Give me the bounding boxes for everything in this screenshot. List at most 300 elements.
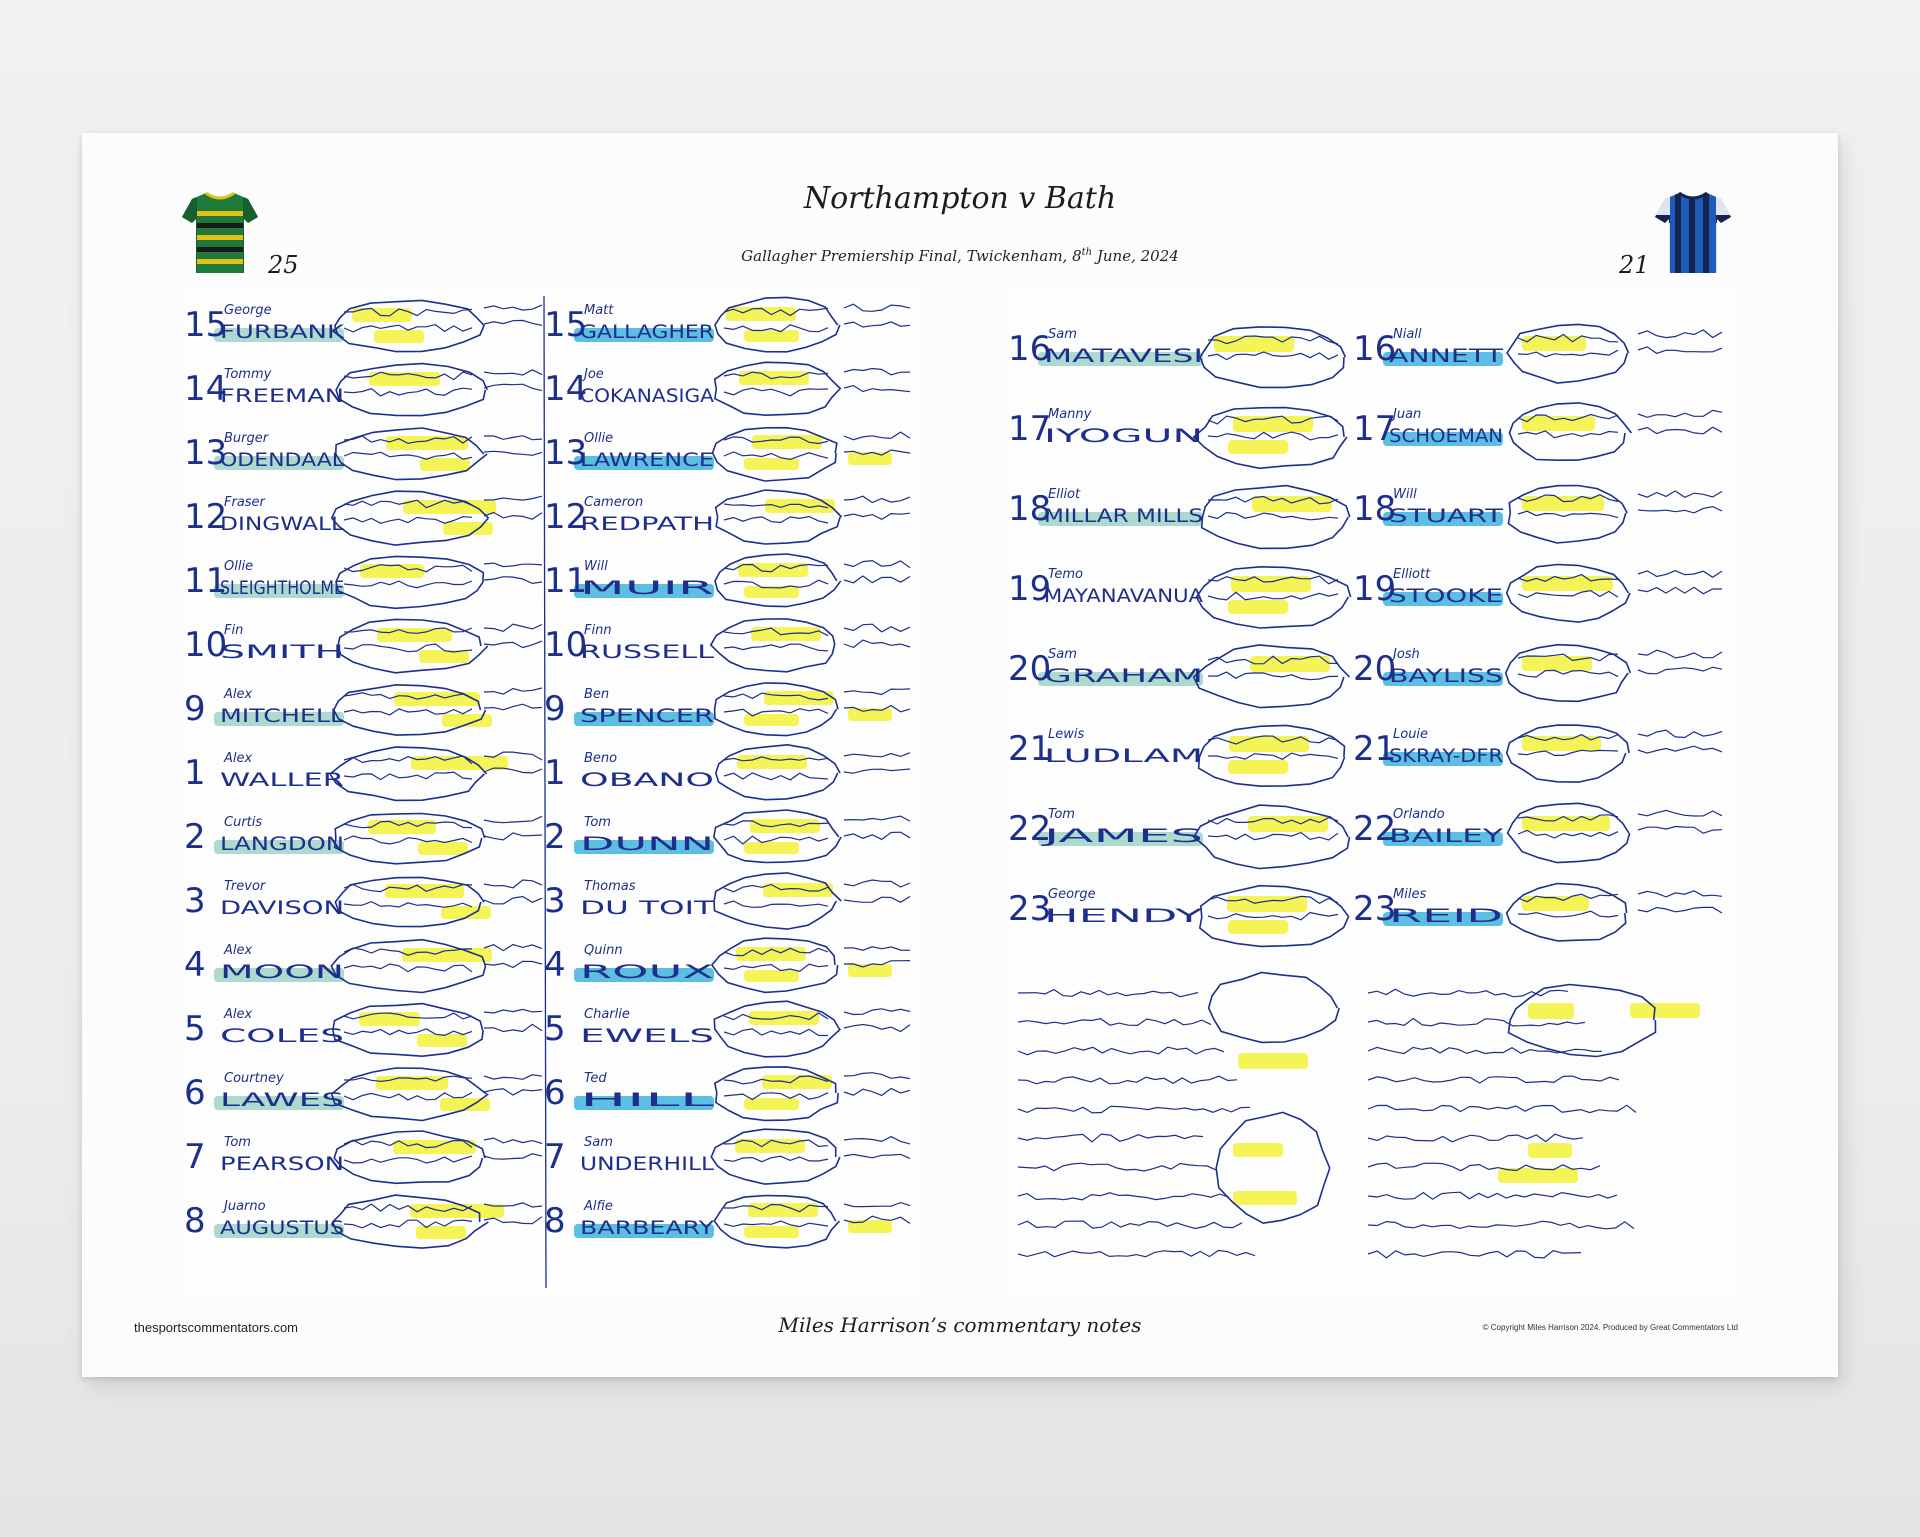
scribble-line — [844, 496, 910, 502]
scribble-line — [724, 773, 828, 780]
player-surname: LUDLAM — [1044, 745, 1203, 767]
scribble-line — [1018, 1221, 1242, 1228]
highlighter-mark — [1233, 1191, 1297, 1205]
scribble-line — [484, 688, 542, 694]
website-credit: thesportscommentators.com — [134, 1320, 299, 1335]
scribble-line — [344, 902, 472, 908]
player-first-name: Charlie — [584, 1007, 630, 1022]
scribble-line — [844, 1073, 910, 1079]
highlighter-mark — [1522, 416, 1595, 431]
handwritten-notes-right — [1008, 288, 1738, 1293]
note-bubble — [334, 1131, 485, 1183]
player-number: 14 — [544, 369, 588, 409]
player-number: 7 — [184, 1137, 206, 1177]
scribble-line — [484, 320, 542, 325]
player-number: 2 — [184, 817, 206, 857]
player-surname: RUSSELL — [580, 641, 715, 663]
player-surname: MUIR — [580, 577, 714, 599]
scribble-line — [484, 1075, 542, 1080]
scribble-line — [344, 709, 472, 715]
player-surname: BAILEY — [1389, 825, 1504, 847]
scribble-line — [1208, 833, 1338, 841]
note-bubble — [714, 1001, 840, 1057]
highlighter-mark — [1528, 1143, 1572, 1158]
scribble-line — [1018, 990, 1198, 997]
note-bubble — [333, 1004, 483, 1057]
highlighter-mark — [1630, 1003, 1700, 1018]
match-subtitle: Gallagher Premiership Final, Twickenham, 8th June, 2024 — [741, 247, 1179, 265]
note-bubble — [332, 1068, 489, 1121]
scribble-line — [1368, 1076, 1619, 1083]
player-first-name: Temo — [1048, 567, 1083, 582]
scribble-line — [844, 624, 910, 632]
scribble-line — [1638, 827, 1722, 834]
scribble-line — [344, 581, 472, 588]
scribble-line — [1368, 1105, 1636, 1112]
scribble-line — [1638, 891, 1722, 897]
note-bubble — [716, 490, 842, 544]
player-number: 22 — [1008, 809, 1052, 849]
player-number: 10 — [184, 625, 228, 665]
player-number: 16 — [1353, 329, 1397, 369]
scribble-line — [844, 947, 910, 951]
highlighter-mark — [1228, 440, 1288, 454]
player-first-name: Will — [584, 559, 608, 574]
scribble-line — [724, 388, 828, 396]
scribble-line — [484, 880, 542, 888]
player-first-name: Thomas — [584, 879, 636, 894]
scribble-line — [844, 369, 910, 375]
player-surname: COLES — [220, 1025, 344, 1047]
player-number: 12 — [544, 497, 588, 537]
player-surname: GRAHAM — [1044, 665, 1203, 687]
note-bubble — [712, 938, 838, 992]
player-first-name: Sam — [584, 1135, 613, 1150]
scribble-line — [484, 1089, 542, 1095]
player-number: 21 — [1008, 729, 1052, 769]
player-first-name: Tom — [224, 1135, 251, 1150]
player-first-name: George — [1048, 887, 1096, 902]
player-number: 12 — [184, 497, 228, 537]
highlighter-mark — [394, 692, 480, 706]
highlighter-mark — [1238, 1053, 1308, 1069]
scribble-line — [484, 961, 542, 967]
player-surname: SCHOEMAN — [1389, 425, 1503, 447]
scribble-line — [844, 576, 910, 583]
highlighter-mark — [419, 650, 469, 663]
scribble-line — [484, 1217, 542, 1224]
player-first-name: Manny — [1048, 407, 1092, 422]
player-surname: JAMES — [1041, 825, 1203, 847]
highlighter-mark — [750, 819, 820, 833]
scribble-line — [1208, 352, 1338, 360]
highlighter-mark — [1233, 416, 1313, 432]
player-number: 22 — [1353, 809, 1397, 849]
player-number: 2 — [544, 817, 566, 857]
scribble-line — [844, 1154, 910, 1158]
scribble-line — [844, 513, 910, 519]
scribble-line — [484, 451, 542, 455]
player-number: 18 — [1353, 489, 1397, 529]
highlighter-mark — [744, 970, 799, 982]
note-bubble — [716, 745, 840, 800]
player-number: 23 — [1353, 889, 1397, 929]
highlighter-mark — [417, 1034, 467, 1047]
player-surname: SLEIGHTHOLME — [220, 577, 344, 599]
scribble-line — [1638, 427, 1722, 434]
highlighter-mark — [359, 1012, 420, 1026]
player-number: 7 — [544, 1137, 566, 1177]
scribble-line — [1018, 1163, 1216, 1171]
player-first-name: Miles — [1393, 887, 1427, 902]
player-surname: AUGUSTUS — [220, 1217, 344, 1239]
player-number: 14 — [184, 369, 228, 409]
scribble-line — [1208, 672, 1338, 680]
player-surname: DU TOIT — [580, 897, 715, 919]
highlighter-mark — [744, 1226, 799, 1238]
highlighter-mark — [1228, 760, 1288, 774]
player-first-name: Ollie — [224, 559, 254, 574]
highlighter-mark — [420, 458, 470, 471]
player-first-name: Fin — [224, 623, 244, 638]
player-first-name: Lewis — [1048, 727, 1085, 742]
player-first-name: Joe — [584, 367, 604, 382]
player-number: 17 — [1008, 409, 1052, 449]
scribble-line — [484, 577, 542, 584]
scribble-line — [844, 832, 910, 839]
poster-sheet — [82, 133, 1838, 1377]
player-surname: SMITH — [220, 641, 344, 663]
home-score: 25 — [268, 251, 299, 279]
scribble-line — [1368, 1134, 1583, 1142]
player-surname: MATAVESI — [1044, 345, 1203, 367]
scribble-line — [1018, 1106, 1250, 1113]
scribble-line — [1208, 513, 1338, 520]
scribble-line — [844, 816, 910, 821]
highlighter-mark — [1228, 600, 1288, 614]
player-number: 10 — [544, 625, 588, 665]
player-first-name: Quinn — [584, 943, 623, 958]
scribble-line — [1368, 1019, 1585, 1026]
scribble-line — [724, 1029, 828, 1036]
player-number: 23 — [1008, 889, 1052, 929]
note-bubble — [333, 1195, 489, 1248]
scribble-line — [1018, 1134, 1203, 1142]
player-surname: SKRAY-DFR — [1389, 745, 1503, 767]
player-first-name: Alfie — [584, 1199, 613, 1214]
player-number: 19 — [1353, 569, 1397, 609]
player-surname: WALLER — [220, 769, 344, 791]
scribble-line — [724, 1221, 828, 1227]
player-number: 16 — [1008, 329, 1052, 369]
scribble-line — [1638, 667, 1722, 674]
player-number: 8 — [544, 1201, 566, 1241]
highlighter-mark — [848, 964, 892, 977]
scribble-line — [724, 644, 828, 651]
player-surname: ROUX — [580, 961, 714, 983]
player-surname: DINGWALL — [220, 513, 345, 535]
note-bubble — [1209, 973, 1340, 1043]
scribble-line — [1208, 432, 1338, 440]
note-bubble — [336, 364, 487, 416]
scribble-line — [1638, 571, 1722, 578]
player-first-name: Curtis — [224, 815, 263, 830]
scribble-line — [484, 945, 542, 951]
away-score: 21 — [1619, 251, 1650, 279]
scribble-line — [1018, 1250, 1255, 1256]
scribble-line — [484, 496, 542, 500]
player-surname: PEARSON — [220, 1153, 344, 1175]
highlighter-mark — [1528, 1003, 1574, 1019]
scribble-line — [484, 897, 542, 904]
scribble-line — [844, 386, 910, 392]
player-first-name: Niall — [1393, 327, 1422, 342]
note-bubble — [1508, 486, 1627, 544]
scribble-line — [1518, 750, 1618, 755]
player-first-name: Will — [1393, 487, 1417, 502]
player-surname: BAYLISS — [1389, 665, 1503, 687]
scribble-line — [1638, 907, 1722, 913]
scribble-line — [484, 624, 542, 631]
note-bubble — [336, 428, 487, 480]
player-first-name: Louie — [1393, 727, 1429, 742]
player-surname: DUNN — [580, 833, 714, 855]
scribble-line — [1638, 730, 1722, 737]
player-number: 4 — [184, 945, 206, 985]
player-number: 18 — [1008, 489, 1052, 529]
player-first-name: Ollie — [584, 431, 614, 446]
scribble-line — [484, 384, 542, 390]
scribble-line — [1368, 1251, 1581, 1258]
player-surname: HILL — [580, 1089, 716, 1111]
player-first-name: Ted — [584, 1071, 607, 1086]
scribble-line — [844, 880, 910, 887]
player-surname: OBANO — [580, 769, 714, 791]
player-number: 6 — [184, 1073, 206, 1113]
player-surname: REID — [1389, 905, 1503, 927]
scribble-line — [844, 1137, 910, 1144]
highlighter-mark — [1248, 816, 1328, 832]
scribble-line — [1518, 350, 1618, 357]
scribble-line — [484, 436, 542, 440]
player-first-name: Tommy — [224, 367, 272, 382]
scribble-line — [844, 769, 910, 773]
note-bubble — [1509, 985, 1656, 1057]
player-surname: MITCHELL — [220, 705, 345, 727]
scribble-line — [484, 1024, 542, 1031]
player-first-name: Orlando — [1393, 807, 1445, 822]
highlighter-mark — [1522, 656, 1592, 671]
player-surname: EWELS — [580, 1025, 714, 1047]
scribble-line — [1368, 1192, 1617, 1199]
scribble-line — [484, 563, 542, 567]
notes-page-right — [1008, 288, 1738, 1293]
scribble-line — [344, 1156, 472, 1163]
player-first-name: Alex — [224, 1007, 253, 1022]
scribble-line — [484, 370, 542, 375]
note-bubble — [715, 554, 841, 607]
scribble-line — [844, 753, 910, 757]
player-surname: BARBEARY — [580, 1217, 715, 1239]
player-number: 19 — [1008, 569, 1052, 609]
scribble-line — [1638, 491, 1722, 497]
poster-title: Northampton v Bath — [803, 181, 1117, 216]
scribble-line — [484, 1138, 542, 1143]
highlighter-mark — [744, 330, 799, 342]
player-number: 15 — [544, 305, 588, 345]
scribble-line — [1368, 1047, 1602, 1053]
player-first-name: George — [224, 303, 272, 318]
player-first-name: Elliott — [1393, 567, 1431, 582]
scribble-line — [1208, 592, 1338, 600]
scribble-line — [1018, 1047, 1224, 1055]
player-first-name: Sam — [1048, 647, 1077, 662]
scribble-line — [344, 964, 472, 972]
scribble-line — [1638, 330, 1722, 338]
player-first-name: Beno — [584, 751, 618, 766]
player-first-name: Alex — [224, 751, 253, 766]
highlighter-mark — [848, 452, 892, 465]
player-number: 1 — [544, 753, 566, 793]
scribble-line — [844, 1009, 910, 1015]
note-bubble — [715, 297, 840, 351]
note-bubble — [1507, 884, 1627, 941]
scribble-line — [1518, 511, 1618, 517]
scribble-line — [844, 322, 910, 327]
scribble-line — [484, 1154, 542, 1159]
player-surname: STOOKE — [1389, 585, 1503, 607]
scribble-line — [484, 768, 542, 773]
player-first-name: Alex — [224, 943, 253, 958]
player-number: 20 — [1008, 649, 1052, 689]
player-first-name: Trevor — [224, 879, 266, 894]
scribble-line — [844, 1088, 910, 1095]
scribble-line — [844, 640, 910, 648]
player-first-name: Fraser — [224, 495, 265, 510]
player-number: 3 — [184, 881, 206, 921]
highlighter-mark — [744, 842, 799, 854]
player-surname: MILLAR MILLS — [1044, 505, 1203, 527]
highlighter-mark — [416, 1226, 466, 1239]
copyright-notice: © Copyright Miles Harrison 2024. Produced by Great Commentators Ltd — [1482, 1323, 1738, 1332]
player-number: 9 — [544, 689, 566, 729]
scribble-line — [844, 1203, 910, 1207]
scribble-line — [1518, 670, 1618, 677]
scribble-line — [1638, 810, 1722, 816]
player-first-name: Cameron — [584, 495, 644, 510]
scribble-line — [484, 704, 542, 710]
scribble-line — [1638, 347, 1722, 354]
highlighter-mark — [752, 435, 822, 449]
player-surname: SPENCER — [580, 705, 714, 727]
player-first-name: Matt — [584, 303, 614, 318]
player-number: 13 — [544, 433, 588, 473]
scribble-line — [344, 325, 472, 332]
player-first-name: Alex — [224, 687, 253, 702]
player-first-name: Tom — [584, 815, 611, 830]
handwritten-notes-left — [184, 288, 918, 1293]
scribble-line — [484, 1009, 542, 1013]
player-number: 5 — [544, 1009, 566, 1049]
scribble-line — [1638, 746, 1722, 753]
player-surname: UNDERHILL — [580, 1153, 715, 1175]
player-surname: STUART — [1389, 505, 1504, 527]
highlighter-mark — [377, 628, 452, 642]
scribble-line — [1638, 410, 1722, 417]
player-number: 17 — [1353, 409, 1397, 449]
player-number: 15 — [184, 305, 228, 345]
player-number: 3 — [544, 881, 566, 921]
scribble-line — [484, 816, 542, 822]
player-surname: REDPATH — [580, 513, 714, 535]
scribble-line — [1208, 753, 1338, 759]
highlighter-mark — [1228, 920, 1288, 934]
player-number: 5 — [184, 1009, 206, 1049]
player-surname: MAYANAVANUA — [1044, 585, 1204, 607]
player-surname: ANNETT — [1389, 345, 1504, 367]
player-number: 11 — [544, 561, 588, 601]
scribble-line — [1518, 911, 1618, 917]
scribble-line — [844, 689, 910, 695]
highlighter-mark — [368, 820, 436, 834]
scribble-line — [484, 305, 542, 310]
scribble-line — [844, 896, 910, 902]
scribble-line — [484, 641, 542, 648]
highlighter-mark — [749, 1011, 819, 1025]
player-surname: FREEMAN — [220, 385, 344, 407]
player-surname: DAVISON — [220, 897, 344, 919]
player-number: 21 — [1353, 729, 1397, 769]
player-surname: ODENDAAL — [220, 449, 345, 471]
scribble-line — [724, 1156, 828, 1161]
note-bubble — [332, 491, 489, 545]
scribble-line — [1018, 1193, 1229, 1200]
player-first-name: Burger — [224, 431, 269, 446]
scribble-line — [1368, 1221, 1634, 1229]
highlighter-mark — [374, 330, 424, 343]
highlighter-mark — [410, 1204, 504, 1218]
scribble-line — [1638, 587, 1722, 594]
player-surname: COKANASIGA — [580, 385, 714, 407]
player-first-name: Courtney — [224, 1071, 284, 1086]
scribble-line — [1518, 591, 1618, 598]
player-number: 4 — [544, 945, 566, 985]
scribble-line — [1208, 913, 1338, 920]
scribble-line — [724, 517, 828, 524]
scribble-line — [344, 388, 472, 396]
scribble-line — [484, 833, 542, 840]
player-first-name: Juarno — [224, 1199, 266, 1214]
note-bubble — [1196, 567, 1350, 628]
highlighter-mark — [1233, 1143, 1283, 1157]
player-first-name: Finn — [584, 623, 612, 638]
highlighter-mark — [737, 755, 807, 769]
scribble-line — [1518, 830, 1618, 838]
scribble-line — [844, 561, 910, 568]
scribble-line — [1638, 650, 1722, 658]
player-first-name: Sam — [1048, 327, 1077, 342]
highlighter-mark — [764, 691, 834, 705]
scribble-line — [344, 772, 472, 780]
player-surname: LAWRENCE — [580, 449, 714, 471]
player-number: 9 — [184, 689, 206, 729]
player-surname: GALLAGHER — [580, 321, 714, 343]
player-first-name: Elliot — [1048, 487, 1081, 502]
scribble-line — [1518, 431, 1618, 438]
notes-page-left — [184, 288, 918, 1293]
player-number: 11 — [184, 561, 228, 601]
highlighter-mark — [418, 842, 468, 855]
